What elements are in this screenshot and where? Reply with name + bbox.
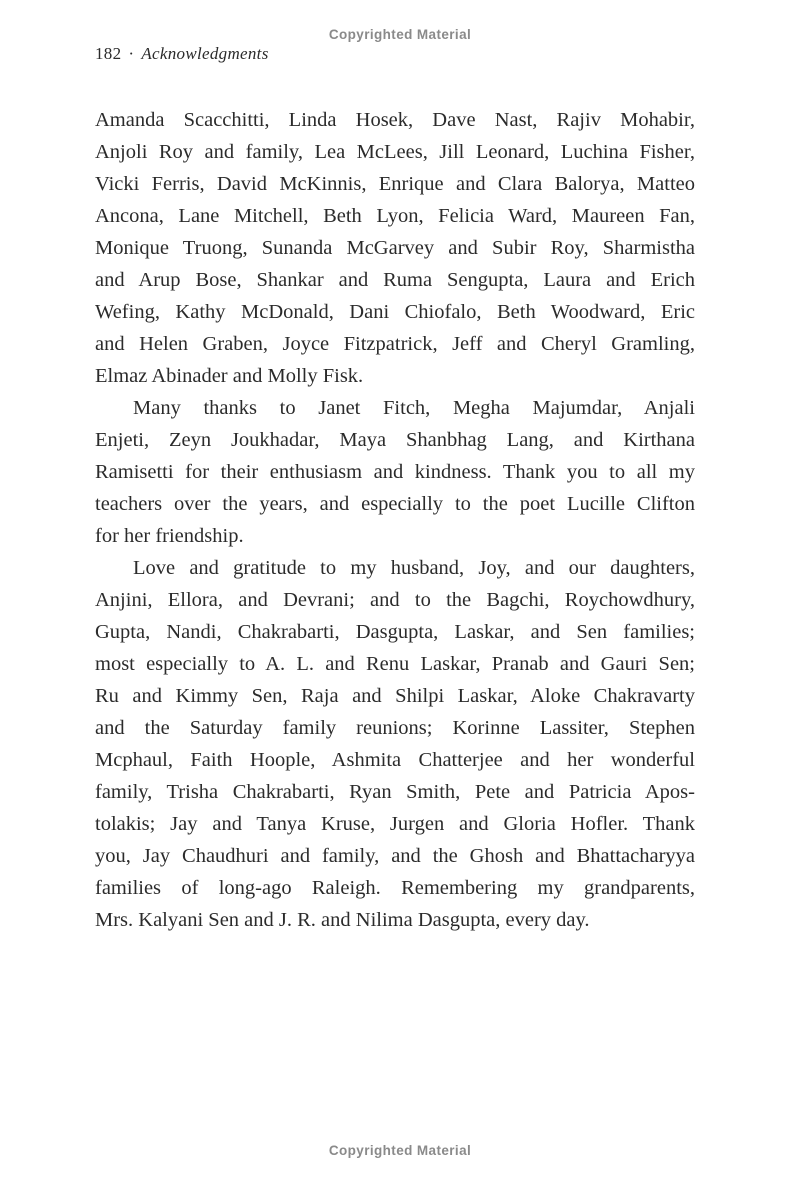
paragraph	[95, 552, 695, 936]
header-separator: ·	[128, 44, 135, 63]
paragraph	[95, 392, 695, 552]
text-line: Ramisetti for their enthusiasm and kindness. Thank you to all my	[95, 461, 695, 483]
text-line: Monique Truong, Sunanda McGarvey and Subir Roy, Sharmistha	[95, 237, 695, 259]
text-line: Mrs. Kalyani Sen and J. R. and Nilima Dasgupta, every day.	[95, 909, 590, 931]
copyright-notice-top: Copyrighted Material	[328, 27, 472, 42]
body-text	[95, 104, 695, 936]
text-line: Ancona, Lane Mitchell, Beth Lyon, Felicia Ward, Maureen Fan,	[95, 205, 695, 227]
text-line: and the Saturday family reunions; Korinne Lassiter, Stephen	[95, 717, 695, 739]
text-line: you, Jay Chaudhuri and family, and the Ghosh and Bhattacharyya	[95, 845, 695, 867]
text-line: Amanda Scacchitti, Linda Hosek, Dave Nast, Rajiv Mohabir,	[95, 109, 695, 131]
text-line: Wefing, Kathy McDonald, Dani Chiofalo, Beth Woodward, Eric	[95, 301, 695, 323]
text-line: Love and gratitude to my husband, Joy, and our daughters,	[133, 557, 695, 579]
text-line: Enjeti, Zeyn Joukhadar, Maya Shanbhag Lang, and Kirthana	[95, 429, 695, 451]
text-line: most especially to A. L. and Renu Laskar, Pranab and Gauri Sen;	[95, 653, 695, 675]
text-line: for her friendship.	[95, 525, 244, 547]
chapter-title: Acknowledgments	[141, 44, 269, 63]
text-line: Ru and Kimmy Sen, Raja and Shilpi Laskar, Aloke Chakravarty	[95, 685, 695, 707]
paragraph	[95, 104, 695, 392]
text-line: family, Trisha Chakrabarti, Ryan Smith, Pete and Patricia Apos-	[95, 781, 695, 803]
text-line: Anjini, Ellora, and Devrani; and to the Bagchi, Roychowdhury,	[95, 589, 695, 611]
text-line: Anjoli Roy and family, Lea McLees, Jill Leonard, Luchina Fisher,	[95, 141, 695, 163]
text-line: Mcphaul, Faith Hoople, Ashmita Chatterjee and her wonderful	[95, 749, 695, 771]
copyright-notice-bottom: Copyrighted Material	[328, 1143, 472, 1158]
text-line: and Helen Graben, Joyce Fitzpatrick, Jeff and Cheryl Gramling,	[95, 333, 695, 355]
page-number: 182	[95, 44, 122, 63]
running-header	[95, 44, 269, 64]
text-line: Gupta, Nandi, Chakrabarti, Dasgupta, Laskar, and Sen families;	[95, 621, 695, 643]
text-line: teachers over the years, and especially to the poet Lucille Clifton	[95, 493, 695, 515]
text-line: Vicki Ferris, David McKinnis, Enrique and Clara Balorya, Matteo	[95, 173, 695, 195]
text-line: Elmaz Abinader and Molly Fisk.	[95, 365, 364, 387]
text-line: tolakis; Jay and Tanya Kruse, Jurgen and Gloria Hofler. Thank	[95, 813, 695, 835]
text-line: Many thanks to Janet Fitch, Megha Majumdar, Anjali	[133, 397, 695, 419]
text-line: families of long-ago Raleigh. Remembering my grandparents,	[95, 877, 695, 899]
text-line: and Arup Bose, Shankar and Ruma Sengupta, Laura and Erich	[95, 269, 695, 291]
